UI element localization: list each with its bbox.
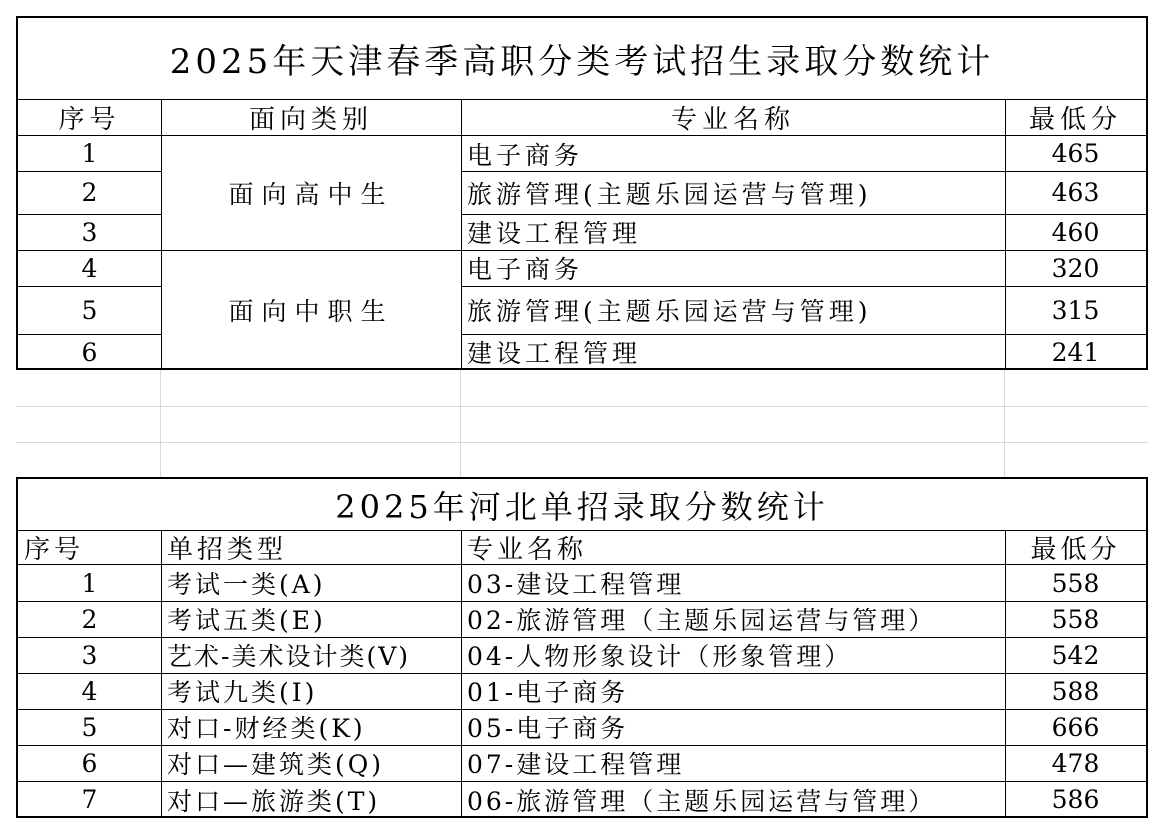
row-major: 06-旅游管理（主题乐园运营与管理） bbox=[467, 786, 937, 816]
grid-line bbox=[1004, 370, 1005, 477]
row-index: 2 bbox=[81, 604, 98, 634]
row-score: 320 bbox=[1051, 253, 1100, 283]
row-index: 1 bbox=[81, 139, 98, 168]
row-score: 478 bbox=[1051, 748, 1100, 778]
grid-line bbox=[16, 442, 1148, 443]
row-type: 考试一类(A) bbox=[167, 570, 326, 599]
row-index: 5 bbox=[81, 295, 98, 325]
row-major: 建设工程管理 bbox=[467, 339, 642, 368]
row-type: 考试五类(E) bbox=[167, 606, 326, 635]
grid-line bbox=[160, 370, 161, 477]
hebei-score-table bbox=[16, 477, 1148, 818]
row-type: 对口-财经类(K) bbox=[167, 714, 366, 743]
row-major: 旅游管理(主题乐园运营与管理) bbox=[467, 179, 872, 209]
row-index: 7 bbox=[81, 785, 98, 814]
row-index: 6 bbox=[81, 748, 98, 778]
row-score: 465 bbox=[1051, 139, 1100, 168]
row-score: 460 bbox=[1051, 217, 1100, 247]
row-type: 对口—建筑类(Q) bbox=[167, 750, 385, 779]
row-major: 电子商务 bbox=[467, 255, 584, 284]
grid-line bbox=[16, 406, 1148, 407]
row-index: 4 bbox=[81, 676, 98, 706]
header-min-score: 最低分 bbox=[1005, 531, 1146, 565]
row-score: 558 bbox=[1051, 604, 1100, 634]
row-major: 05-电子商务 bbox=[467, 714, 629, 743]
row-score: 315 bbox=[1051, 295, 1100, 325]
row-type: 考试九类(I) bbox=[167, 678, 318, 707]
grid-line bbox=[460, 370, 461, 477]
row-type: 对口—旅游类(T) bbox=[167, 786, 381, 816]
row-score: 241 bbox=[1051, 337, 1100, 367]
row-score: 542 bbox=[1051, 640, 1100, 670]
row-index: 5 bbox=[81, 712, 98, 742]
header-index: 序号 bbox=[18, 100, 161, 136]
row-major: 04-人物形象设计（形象管理） bbox=[467, 642, 853, 671]
row-index: 3 bbox=[81, 217, 98, 247]
header-index: 序号 bbox=[18, 531, 161, 565]
row-index: 6 bbox=[81, 337, 98, 367]
row-score: 588 bbox=[1051, 676, 1100, 706]
row-score: 558 bbox=[1051, 568, 1100, 598]
row-major: 01-电子商务 bbox=[467, 678, 629, 707]
row-major: 03-建设工程管理 bbox=[467, 570, 685, 599]
header-min-score: 最低分 bbox=[1005, 100, 1146, 136]
row-major: 旅游管理(主题乐园运营与管理) bbox=[467, 297, 872, 326]
row-index: 1 bbox=[81, 568, 98, 598]
header-category: 面向类别 bbox=[161, 100, 461, 136]
row-major: 07-建设工程管理 bbox=[467, 750, 685, 779]
row-score: 666 bbox=[1051, 712, 1100, 742]
row-index: 3 bbox=[81, 640, 98, 670]
row-score: 463 bbox=[1051, 178, 1100, 207]
row-score: 586 bbox=[1051, 785, 1100, 814]
row-major: 电子商务 bbox=[467, 140, 584, 170]
group-label-vocational: 面向中职生 bbox=[228, 297, 394, 326]
header-type: 单招类型 bbox=[161, 531, 461, 565]
row-index: 2 bbox=[81, 178, 98, 207]
header-major: 专业名称 bbox=[461, 531, 1005, 565]
row-index: 4 bbox=[81, 253, 98, 283]
tianjin-score-table bbox=[16, 16, 1148, 370]
header-major: 专业名称 bbox=[461, 100, 1005, 136]
row-type: 艺术-美术设计类(V) bbox=[167, 642, 411, 671]
group-label-high-school: 面向高中生 bbox=[228, 180, 394, 209]
row-major: 建设工程管理 bbox=[467, 219, 642, 248]
row-major: 02-旅游管理（主题乐园运营与管理） bbox=[467, 606, 937, 635]
hebei-table-title: 2025年河北单招录取分数统计 bbox=[18, 479, 1146, 531]
tianjin-table-title: 2025年天津春季高职分类考试招生录取分数统计 bbox=[18, 18, 1146, 100]
